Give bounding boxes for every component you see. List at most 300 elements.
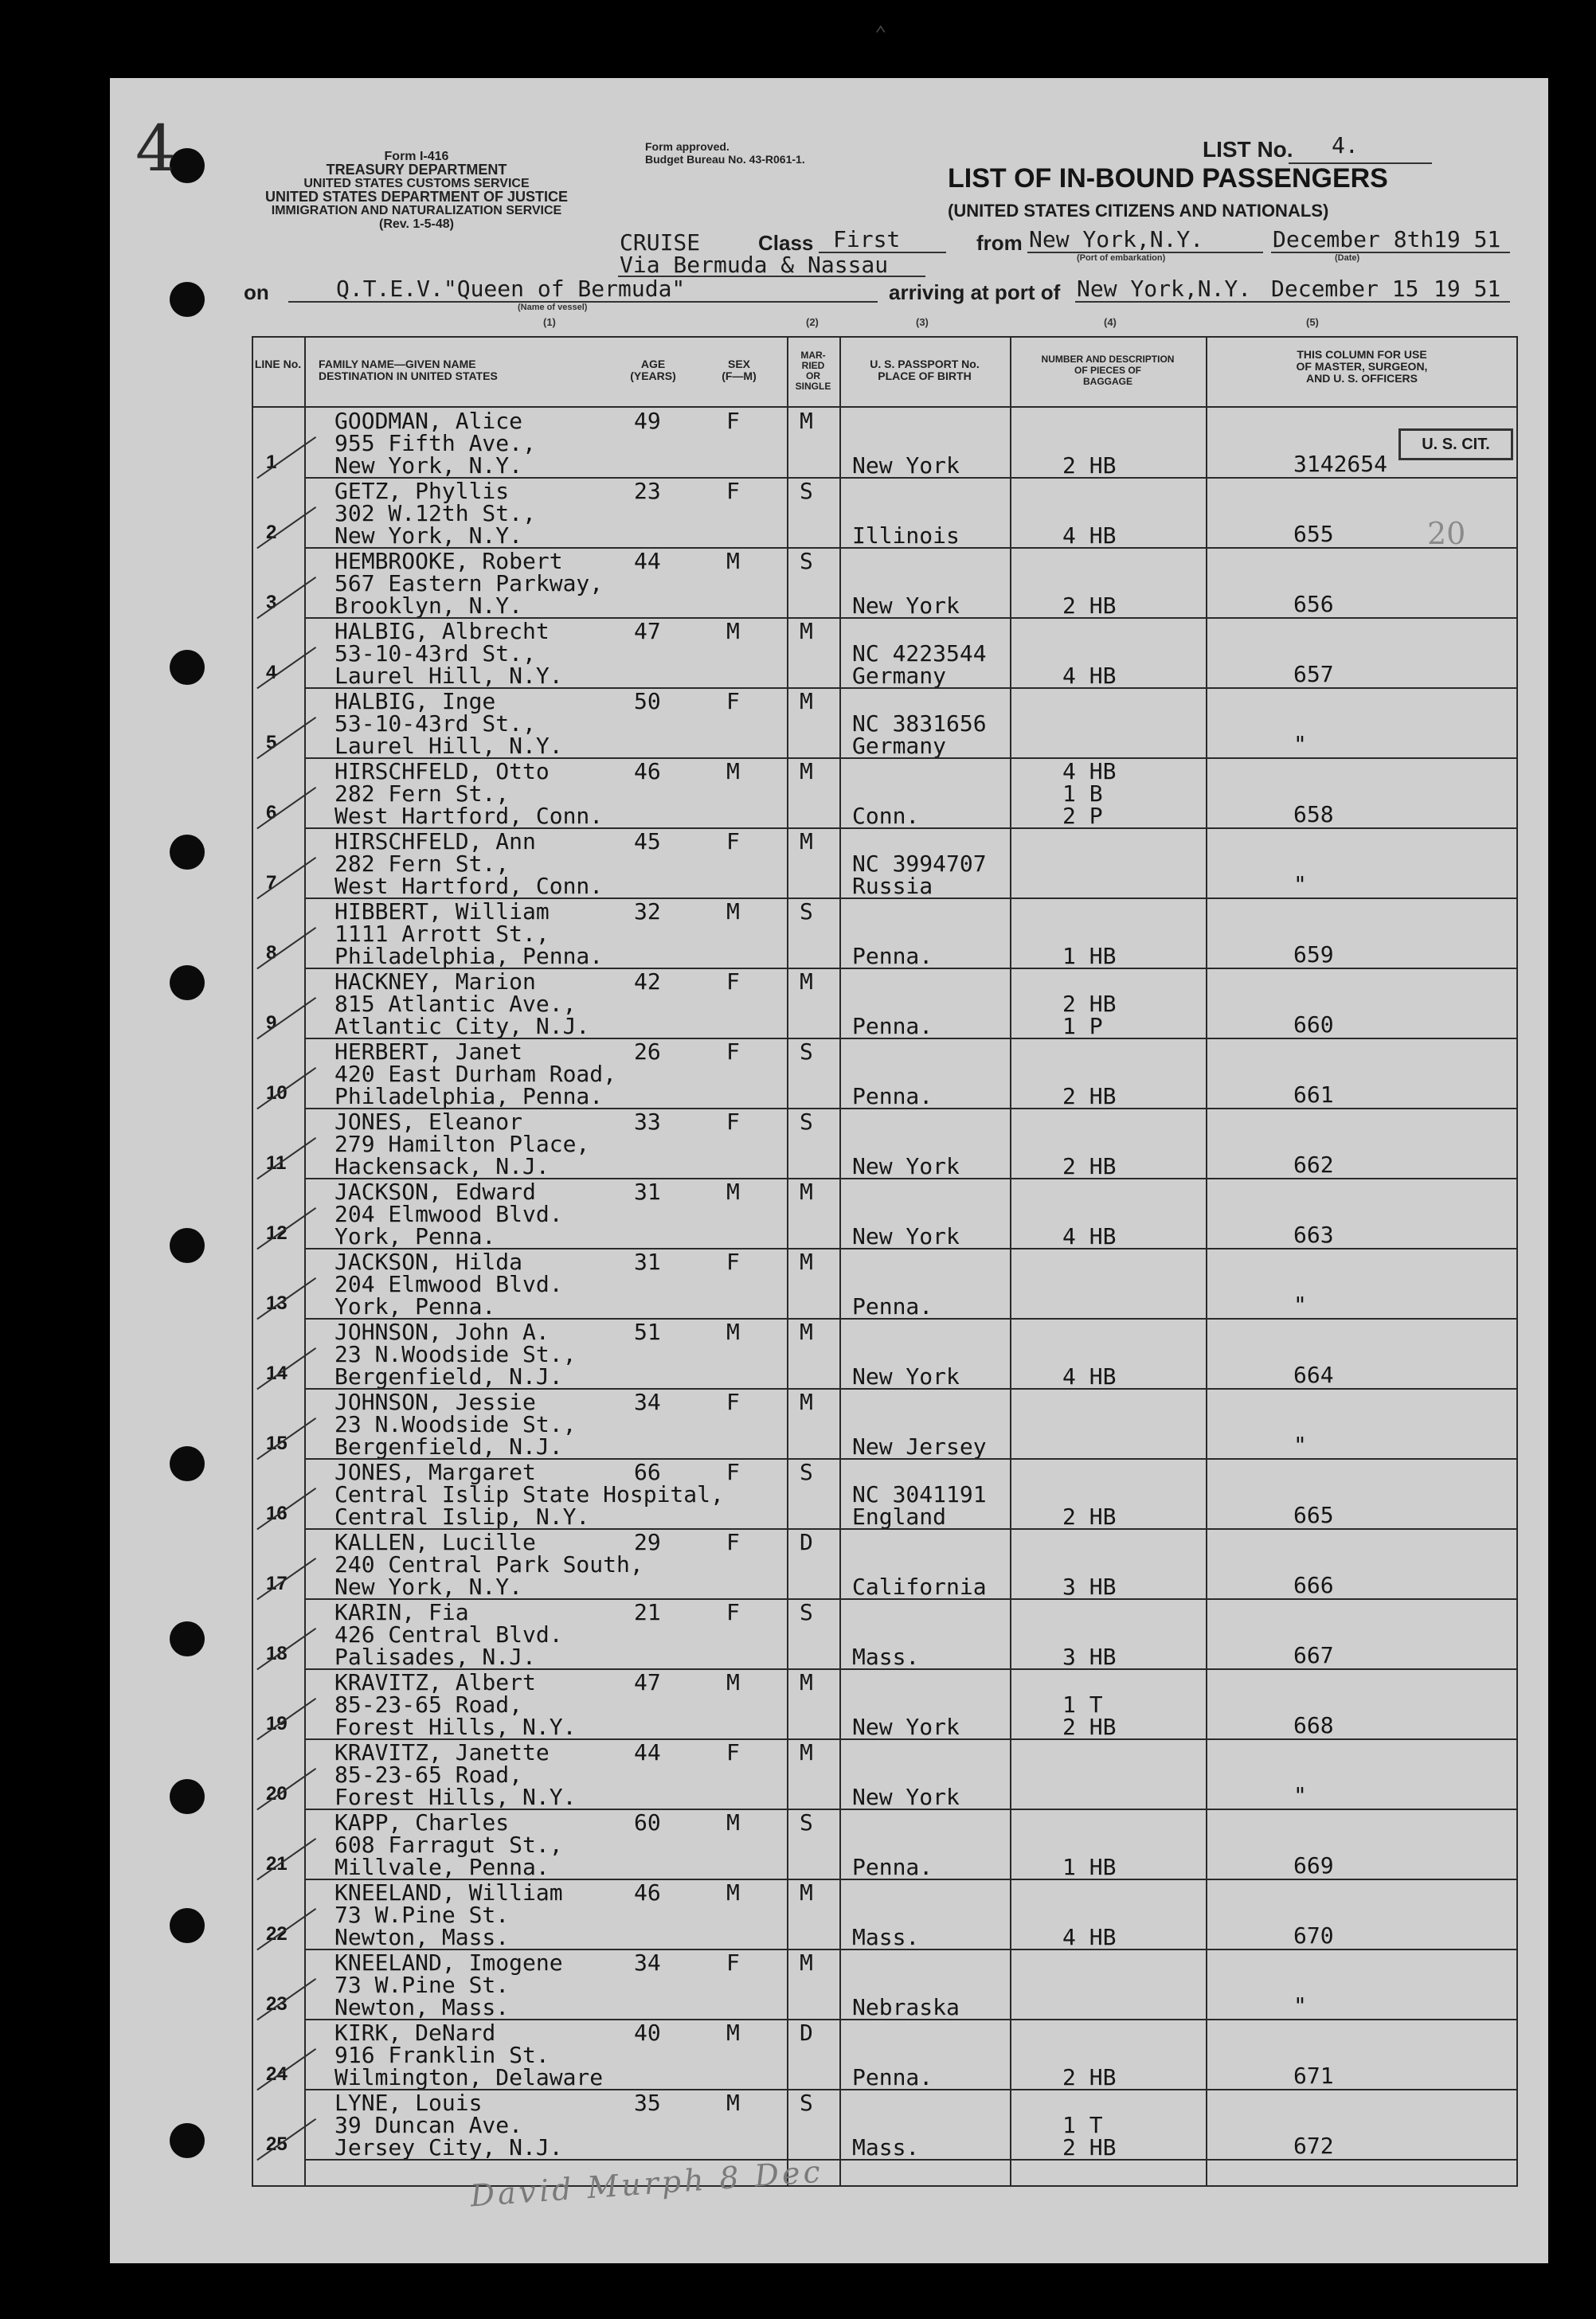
arrival-port: New York,N.Y. bbox=[1077, 276, 1252, 302]
table-row bbox=[0, 1109, 1596, 1179]
table-row bbox=[0, 968, 1596, 1038]
line-number: 15 bbox=[266, 1433, 288, 1454]
passenger-sex: F bbox=[726, 688, 740, 714]
line-number: 13 bbox=[266, 1292, 288, 1314]
officer-number: 660 bbox=[1293, 1011, 1334, 1038]
header-name: FAMILY NAME—GIVEN NAME DESTINATION IN UNITED STATES bbox=[319, 358, 498, 382]
officer-number: 3142654 bbox=[1293, 451, 1388, 477]
place-of-birth: New York bbox=[852, 1784, 960, 1810]
passenger-name: KRAVITZ, Albert bbox=[334, 1669, 536, 1695]
passenger-age: 44 bbox=[634, 1739, 661, 1766]
marital-status: M bbox=[800, 1739, 813, 1766]
officer-number: " bbox=[1293, 1432, 1307, 1458]
date-underline bbox=[1271, 252, 1510, 253]
column-number: (3) bbox=[916, 316, 929, 328]
passenger-name: HALBIG, Albrecht bbox=[334, 618, 550, 644]
passenger-city: West Hartford, Conn. bbox=[334, 873, 604, 899]
place-of-birth: Russia bbox=[852, 873, 933, 899]
marital-status: M bbox=[800, 1879, 813, 1906]
passenger-city: Atlantic City, N.J. bbox=[334, 1013, 590, 1039]
passenger-city: New York, N.Y. bbox=[334, 522, 523, 549]
form-revision: (Rev. 1-5-48) bbox=[379, 217, 454, 231]
passenger-sex: F bbox=[726, 828, 740, 854]
row-divider bbox=[304, 1178, 1518, 1179]
passport-number: NC 3994707 bbox=[852, 851, 987, 877]
line-number: 19 bbox=[266, 1713, 288, 1734]
agency-block bbox=[245, 150, 588, 231]
officer-number: 665 bbox=[1293, 1502, 1334, 1528]
passenger-street: 955 Fifth Ave., bbox=[334, 430, 536, 456]
place-of-birth: Penna. bbox=[852, 1083, 933, 1109]
row-divider bbox=[304, 1318, 1518, 1320]
agency-customs: UNITED STATES CUSTOMS SERVICE bbox=[303, 177, 530, 190]
table-row bbox=[0, 758, 1596, 828]
passenger-name: KAPP, Charles bbox=[334, 1809, 510, 1836]
officer-number: 655 bbox=[1293, 521, 1334, 547]
officer-number: 659 bbox=[1293, 941, 1334, 968]
caption-embarkation: (Port of embarkation) bbox=[1077, 253, 1166, 263]
passenger-sex: M bbox=[726, 2090, 740, 2116]
arrival-date: December 15 bbox=[1271, 276, 1419, 302]
line-number: 18 bbox=[266, 1643, 288, 1664]
cruise-label: CRUISE bbox=[620, 229, 701, 256]
passenger-age: 31 bbox=[634, 1179, 661, 1205]
passenger-age: 66 bbox=[634, 1459, 661, 1485]
baggage-line-3: 2 HB bbox=[1062, 592, 1117, 619]
marital-status: M bbox=[800, 1249, 813, 1275]
from-port: New York,N.Y. bbox=[1029, 226, 1204, 252]
marital-status: S bbox=[800, 1599, 813, 1625]
passenger-age: 40 bbox=[634, 2020, 661, 2046]
officer-number: 656 bbox=[1293, 591, 1334, 617]
header-age: AGE (YEARS) bbox=[630, 358, 676, 382]
passenger-sex: F bbox=[726, 1249, 740, 1275]
officer-number: " bbox=[1293, 871, 1307, 897]
table-row bbox=[0, 1949, 1596, 2020]
baggage-line-3: 2 HB bbox=[1062, 452, 1117, 479]
line-number: 21 bbox=[266, 1853, 288, 1875]
baggage-line-3: 2 HB bbox=[1062, 1083, 1117, 1109]
passenger-sex: M bbox=[726, 1809, 740, 1836]
place-of-birth: Mass. bbox=[852, 1924, 920, 1950]
caption-date: (Date) bbox=[1335, 253, 1360, 263]
passenger-city: Philadelphia, Penna. bbox=[334, 1083, 604, 1109]
on-label: on bbox=[244, 280, 269, 304]
arriving-label: arriving at port of bbox=[889, 280, 1061, 304]
passenger-age: 26 bbox=[634, 1038, 661, 1065]
table-row bbox=[0, 2020, 1596, 2090]
passenger-street: 73 W.Pine St. bbox=[334, 1972, 510, 1998]
passport-number: NC 4223544 bbox=[852, 640, 987, 667]
passenger-sex: M bbox=[726, 618, 740, 644]
arrival-underline bbox=[1075, 301, 1510, 303]
officer-number: 661 bbox=[1293, 1081, 1334, 1108]
row-divider bbox=[304, 757, 1518, 759]
arrival-year: 19 51 bbox=[1434, 276, 1501, 302]
passenger-street: 240 Central Park South, bbox=[334, 1551, 643, 1578]
passenger-name: JONES, Eleanor bbox=[334, 1109, 523, 1135]
place-of-birth: New York bbox=[852, 452, 960, 479]
passenger-sex: F bbox=[726, 1038, 740, 1065]
place-of-birth: Mass. bbox=[852, 2134, 920, 2161]
officer-number: 666 bbox=[1293, 1572, 1334, 1598]
table-row bbox=[0, 1529, 1596, 1599]
passenger-name: KARIN, Fia bbox=[334, 1599, 469, 1625]
passenger-age: 47 bbox=[634, 618, 661, 644]
place-of-birth: New York bbox=[852, 592, 960, 619]
row-divider bbox=[304, 1668, 1518, 1670]
passenger-name: KNEELAND, William bbox=[334, 1879, 563, 1906]
marital-status: M bbox=[800, 688, 813, 714]
passenger-name: HIRSCHFELD, Otto bbox=[334, 758, 550, 784]
passenger-street: 608 Farragut St., bbox=[334, 1832, 563, 1858]
passenger-street: 1111 Arrott St., bbox=[334, 921, 550, 947]
row-divider bbox=[304, 2019, 1518, 2020]
line-number: 2 bbox=[266, 522, 277, 543]
passenger-city: Palisades, N.J. bbox=[334, 1644, 536, 1670]
table-row bbox=[0, 688, 1596, 758]
passenger-name: KIRK, DeNard bbox=[334, 2020, 496, 2046]
row-divider bbox=[304, 1949, 1518, 1950]
officer-number: 657 bbox=[1293, 661, 1334, 687]
column-number: (2) bbox=[806, 316, 819, 328]
passenger-age: 42 bbox=[634, 968, 661, 995]
passenger-city: Forest Hills, N.Y. bbox=[334, 1784, 577, 1810]
baggage-line-3: 2 HB bbox=[1062, 2064, 1117, 2090]
passenger-age: 49 bbox=[634, 408, 661, 434]
officer-number: " bbox=[1293, 1992, 1307, 2019]
passenger-age: 60 bbox=[634, 1809, 661, 1836]
baggage-line-3: 1 HB bbox=[1062, 943, 1117, 969]
place-of-birth: Nebraska bbox=[852, 1994, 960, 2020]
header-passport: U. S. PASSPORT No. PLACE OF BIRTH bbox=[870, 358, 980, 382]
place-of-birth: New Jersey bbox=[852, 1433, 987, 1460]
passenger-sex: F bbox=[726, 1739, 740, 1766]
passenger-city: York, Penna. bbox=[334, 1293, 496, 1320]
marital-status: M bbox=[800, 758, 813, 784]
class-value: First bbox=[833, 226, 901, 252]
passenger-city: Laurel Hill, N.Y. bbox=[334, 663, 563, 689]
passenger-city: New York, N.Y. bbox=[334, 1574, 523, 1600]
line-number: 17 bbox=[266, 1573, 288, 1594]
passenger-sex: M bbox=[726, 898, 740, 925]
passenger-city: Wilmington, Delaware bbox=[334, 2064, 604, 2090]
row-divider bbox=[304, 1108, 1518, 1109]
handwritten-page-mark: 4 bbox=[135, 111, 176, 186]
officer-number: 669 bbox=[1293, 1852, 1334, 1879]
row-divider bbox=[304, 827, 1518, 829]
marital-status: M bbox=[800, 1389, 813, 1415]
passenger-city: Millvale, Penna. bbox=[334, 1854, 550, 1880]
passenger-name: JOHNSON, Jessie bbox=[334, 1389, 536, 1415]
line-number: 16 bbox=[266, 1503, 288, 1524]
passenger-street: 53-10-43rd St., bbox=[334, 710, 536, 737]
row-divider bbox=[304, 1388, 1518, 1390]
binder-hole bbox=[170, 282, 205, 317]
passenger-sex: M bbox=[726, 2020, 740, 2046]
baggage-line-3: 2 HB bbox=[1062, 2134, 1117, 2161]
row-divider bbox=[304, 1598, 1518, 1600]
passenger-name: HALBIG, Inge bbox=[334, 688, 496, 714]
place-of-birth: Conn. bbox=[852, 803, 920, 829]
table-row bbox=[0, 1319, 1596, 1389]
passenger-street: 85-23-65 Road, bbox=[334, 1691, 523, 1718]
place-of-birth: New York bbox=[852, 1714, 960, 1740]
line-number: 3 bbox=[266, 592, 277, 613]
passenger-city: Hackensack, N.J. bbox=[334, 1153, 550, 1179]
baggage-line-2: 1 B bbox=[1062, 780, 1103, 807]
passenger-name: HEMBROOKE, Robert bbox=[334, 548, 563, 574]
header-married: MAR- RIED OR SINGLE bbox=[795, 350, 831, 392]
line-number: 7 bbox=[266, 872, 277, 894]
pencil-annotation: 20 bbox=[1427, 516, 1466, 551]
passenger-name: JOHNSON, John A. bbox=[334, 1319, 550, 1345]
passenger-street: 916 Franklin St. bbox=[334, 2042, 550, 2068]
line-number: 5 bbox=[266, 732, 277, 753]
marital-status: M bbox=[800, 968, 813, 995]
baggage-line-2: 2 HB bbox=[1062, 991, 1117, 1017]
place-of-birth: Mass. bbox=[852, 1644, 920, 1670]
passenger-sex: F bbox=[726, 478, 740, 504]
table-row bbox=[0, 1038, 1596, 1109]
marital-status: S bbox=[800, 478, 813, 504]
baggage-line-3: 3 HB bbox=[1062, 1574, 1117, 1600]
line-number: 10 bbox=[266, 1082, 288, 1104]
table-row bbox=[0, 1459, 1596, 1529]
passenger-street: Central Islip State Hospital, bbox=[334, 1481, 724, 1508]
passenger-age: 23 bbox=[634, 478, 661, 504]
place-of-birth: California bbox=[852, 1574, 987, 1600]
officer-number: 667 bbox=[1293, 1642, 1334, 1668]
place-of-birth: New York bbox=[852, 1223, 960, 1249]
row-divider bbox=[304, 617, 1518, 619]
document-subtitle: (UNITED STATES CITIZENS AND NATIONALS) bbox=[948, 201, 1329, 221]
passenger-city: Brooklyn, N.Y. bbox=[334, 592, 523, 619]
passenger-name: GOODMAN, Alice bbox=[334, 408, 523, 434]
passenger-age: 51 bbox=[634, 1319, 661, 1345]
baggage-line-3: 2 HB bbox=[1062, 1153, 1117, 1179]
passenger-name: JONES, Margaret bbox=[334, 1459, 536, 1485]
baggage-line-3: 2 HB bbox=[1062, 1504, 1117, 1530]
marital-status: S bbox=[800, 1109, 813, 1135]
table-row bbox=[0, 618, 1596, 688]
table-row bbox=[0, 1179, 1596, 1249]
line-number: 4 bbox=[266, 662, 277, 683]
baggage-line-3: 4 HB bbox=[1062, 1924, 1117, 1950]
officer-number: 662 bbox=[1293, 1152, 1334, 1178]
line-number: 8 bbox=[266, 942, 277, 964]
passenger-city: Laurel Hill, N.Y. bbox=[334, 733, 563, 759]
passenger-street: 426 Central Blvd. bbox=[334, 1621, 563, 1648]
row-divider bbox=[304, 897, 1518, 899]
vessel-name: Q.T.E.V."Queen of Bermuda" bbox=[336, 276, 686, 302]
passenger-sex: F bbox=[726, 408, 740, 434]
row-divider bbox=[304, 2089, 1518, 2090]
line-number: 11 bbox=[266, 1152, 287, 1174]
passenger-sex: F bbox=[726, 1949, 740, 1976]
passenger-street: 204 Elmwood Blvd. bbox=[334, 1201, 563, 1227]
passenger-name: LYNE, Louis bbox=[334, 2090, 483, 2116]
column-number: (1) bbox=[543, 316, 556, 328]
table-row bbox=[0, 2090, 1596, 2160]
header-baggage: NUMBER AND DESCRIPTION OF PIECES OF BAGGAGE bbox=[1041, 354, 1175, 387]
row-divider bbox=[304, 1738, 1518, 1740]
passenger-name: KALLEN, Lucille bbox=[334, 1529, 536, 1555]
header-officers: THIS COLUMN FOR USE OF MASTER, SURGEON, AND U. S. OFFICERS bbox=[1296, 348, 1428, 385]
place-of-birth: Penna. bbox=[852, 1293, 933, 1320]
officer-number: " bbox=[1293, 1782, 1307, 1809]
passenger-age: 44 bbox=[634, 548, 661, 574]
passenger-sex: F bbox=[726, 1459, 740, 1485]
baggage-line-1: 4 HB bbox=[1062, 758, 1117, 784]
agency-treasury: TREASURY DEPARTMENT bbox=[326, 162, 507, 178]
passenger-street: 279 Hamilton Place, bbox=[334, 1131, 590, 1157]
document-title: LIST OF IN-BOUND PASSENGERS bbox=[948, 163, 1388, 194]
place-of-birth: Germany bbox=[852, 733, 947, 759]
place-of-birth: England bbox=[852, 1504, 947, 1530]
place-of-birth: Penna. bbox=[852, 1854, 933, 1880]
budget-bureau-line: Budget Bureau No. 43-R061-1. bbox=[645, 153, 805, 166]
form-approved bbox=[645, 140, 805, 166]
form-approved-line: Form approved. bbox=[645, 140, 730, 153]
row-divider bbox=[304, 547, 1518, 549]
passenger-sex: M bbox=[726, 1179, 740, 1205]
passenger-city: Jersey City, N.J. bbox=[334, 2134, 563, 2161]
row-divider bbox=[304, 1809, 1518, 1810]
passenger-street: 420 East Durham Road, bbox=[334, 1061, 617, 1087]
row-divider bbox=[304, 687, 1518, 689]
from-label: from bbox=[976, 231, 1023, 255]
officer-number: 663 bbox=[1293, 1222, 1334, 1248]
row-divider bbox=[304, 1038, 1518, 1039]
table-row bbox=[0, 1879, 1596, 1949]
column-number: (4) bbox=[1104, 316, 1117, 328]
passenger-city: York, Penna. bbox=[334, 1223, 496, 1249]
passenger-name: HERBERT, Janet bbox=[334, 1038, 523, 1065]
place-of-birth: Penna. bbox=[852, 943, 933, 969]
passenger-name: HIRSCHFELD, Ann bbox=[334, 828, 536, 854]
passenger-age: 50 bbox=[634, 688, 661, 714]
baggage-line-3: 4 HB bbox=[1062, 522, 1117, 549]
passenger-street: 282 Fern St., bbox=[334, 851, 510, 877]
marital-status: S bbox=[800, 548, 813, 574]
marital-status: M bbox=[800, 1179, 813, 1205]
passenger-name: KNEELAND, Imogene bbox=[334, 1949, 563, 1976]
departure-date: December 8th bbox=[1273, 226, 1434, 252]
row-divider bbox=[304, 1879, 1518, 1880]
baggage-line-3: 1 HB bbox=[1062, 1854, 1117, 1880]
passenger-age: 46 bbox=[634, 1879, 661, 1906]
place-of-birth: Penna. bbox=[852, 2064, 933, 2090]
passenger-street: 282 Fern St., bbox=[334, 780, 510, 807]
passenger-age: 31 bbox=[634, 1249, 661, 1275]
line-number: 22 bbox=[266, 1923, 288, 1945]
list-no-label: LIST No. bbox=[1203, 137, 1293, 162]
passenger-street: 302 W.12th St., bbox=[334, 500, 536, 526]
officer-number: 671 bbox=[1293, 2063, 1334, 2089]
passenger-age: 45 bbox=[634, 828, 661, 854]
caret-mark: ⌃ bbox=[874, 22, 887, 46]
form-number: Form I-416 bbox=[384, 150, 449, 163]
passenger-city: Forest Hills, N.Y. bbox=[334, 1714, 577, 1740]
passenger-city: Philadelphia, Penna. bbox=[334, 943, 604, 969]
passenger-name: GETZ, Phyllis bbox=[334, 478, 510, 504]
passenger-name: KRAVITZ, Janette bbox=[334, 1739, 550, 1766]
officer-number: " bbox=[1293, 731, 1307, 757]
passenger-street: 567 Eastern Parkway, bbox=[334, 570, 604, 596]
passenger-street: 23 N.Woodside St., bbox=[334, 1341, 577, 1367]
table-row bbox=[0, 1599, 1596, 1669]
column-number: (5) bbox=[1306, 316, 1319, 328]
table-row bbox=[0, 1389, 1596, 1459]
table-row bbox=[0, 828, 1596, 898]
passenger-name: HIBBERT, William bbox=[334, 898, 550, 925]
agency-justice: UNITED STATES DEPARTMENT OF JUSTICE bbox=[264, 189, 568, 205]
officer-number: 664 bbox=[1293, 1362, 1334, 1388]
list-no-value: 4. bbox=[1332, 132, 1359, 158]
line-number: 9 bbox=[266, 1012, 277, 1034]
row-divider bbox=[304, 2159, 1518, 2161]
line-number: 20 bbox=[266, 1783, 288, 1805]
officer-number: " bbox=[1293, 1292, 1307, 1318]
line-number: 14 bbox=[266, 1363, 288, 1384]
passenger-city: New York, N.Y. bbox=[334, 452, 523, 479]
caption-vessel: (Name of vessel) bbox=[518, 303, 588, 312]
passenger-city: Central Islip, N.Y. bbox=[334, 1504, 590, 1530]
passenger-city: Newton, Mass. bbox=[334, 1994, 510, 2020]
marital-status: S bbox=[800, 898, 813, 925]
baggage-line-3: 4 HB bbox=[1062, 1363, 1117, 1390]
passenger-street: 73 W.Pine St. bbox=[334, 1902, 510, 1928]
place-of-birth: New York bbox=[852, 1153, 960, 1179]
passenger-age: 33 bbox=[634, 1109, 661, 1135]
passenger-city: Bergenfield, N.J. bbox=[334, 1433, 563, 1460]
passenger-age: 35 bbox=[634, 2090, 661, 2116]
passenger-city: Bergenfield, N.J. bbox=[334, 1363, 563, 1390]
marital-status: S bbox=[800, 1459, 813, 1485]
officer-number: 672 bbox=[1293, 2133, 1334, 2159]
passenger-city: West Hartford, Conn. bbox=[334, 803, 604, 829]
us-citizen-stamp: U. S. CIT. bbox=[1398, 428, 1513, 460]
table-row bbox=[0, 1809, 1596, 1879]
passenger-sex: F bbox=[726, 968, 740, 995]
passenger-street: 53-10-43rd St., bbox=[334, 640, 536, 667]
table-row bbox=[0, 1669, 1596, 1739]
officer-number: 658 bbox=[1293, 801, 1334, 827]
baggage-line-3: 1 P bbox=[1062, 1013, 1103, 1039]
departure-year: 19 51 bbox=[1434, 226, 1501, 252]
baggage-line-3: 3 HB bbox=[1062, 1644, 1117, 1670]
passenger-sex: F bbox=[726, 1389, 740, 1415]
passenger-street: 39 Duncan Ave. bbox=[334, 2112, 523, 2138]
marital-status: M bbox=[800, 408, 813, 434]
baggage-line-3: 2 P bbox=[1062, 803, 1103, 829]
row-divider bbox=[304, 1458, 1518, 1460]
passenger-name: JACKSON, Hilda bbox=[334, 1249, 523, 1275]
place-of-birth: Penna. bbox=[852, 1013, 933, 1039]
passenger-city: Newton, Mass. bbox=[334, 1924, 510, 1950]
marital-status: D bbox=[800, 2020, 813, 2046]
via-route: Via Bermuda & Nassau bbox=[620, 252, 889, 278]
inspector-signature: David Murph 8 Dec bbox=[469, 2153, 825, 2214]
baggage-line-3: 4 HB bbox=[1062, 1223, 1117, 1249]
line-number: 6 bbox=[266, 802, 277, 823]
row-divider bbox=[304, 968, 1518, 969]
passport-number: NC 3831656 bbox=[852, 710, 987, 737]
marital-status: S bbox=[800, 2090, 813, 2116]
baggage-line-3: 2 HB bbox=[1062, 1714, 1117, 1740]
baggage-line-3: 4 HB bbox=[1062, 663, 1117, 689]
